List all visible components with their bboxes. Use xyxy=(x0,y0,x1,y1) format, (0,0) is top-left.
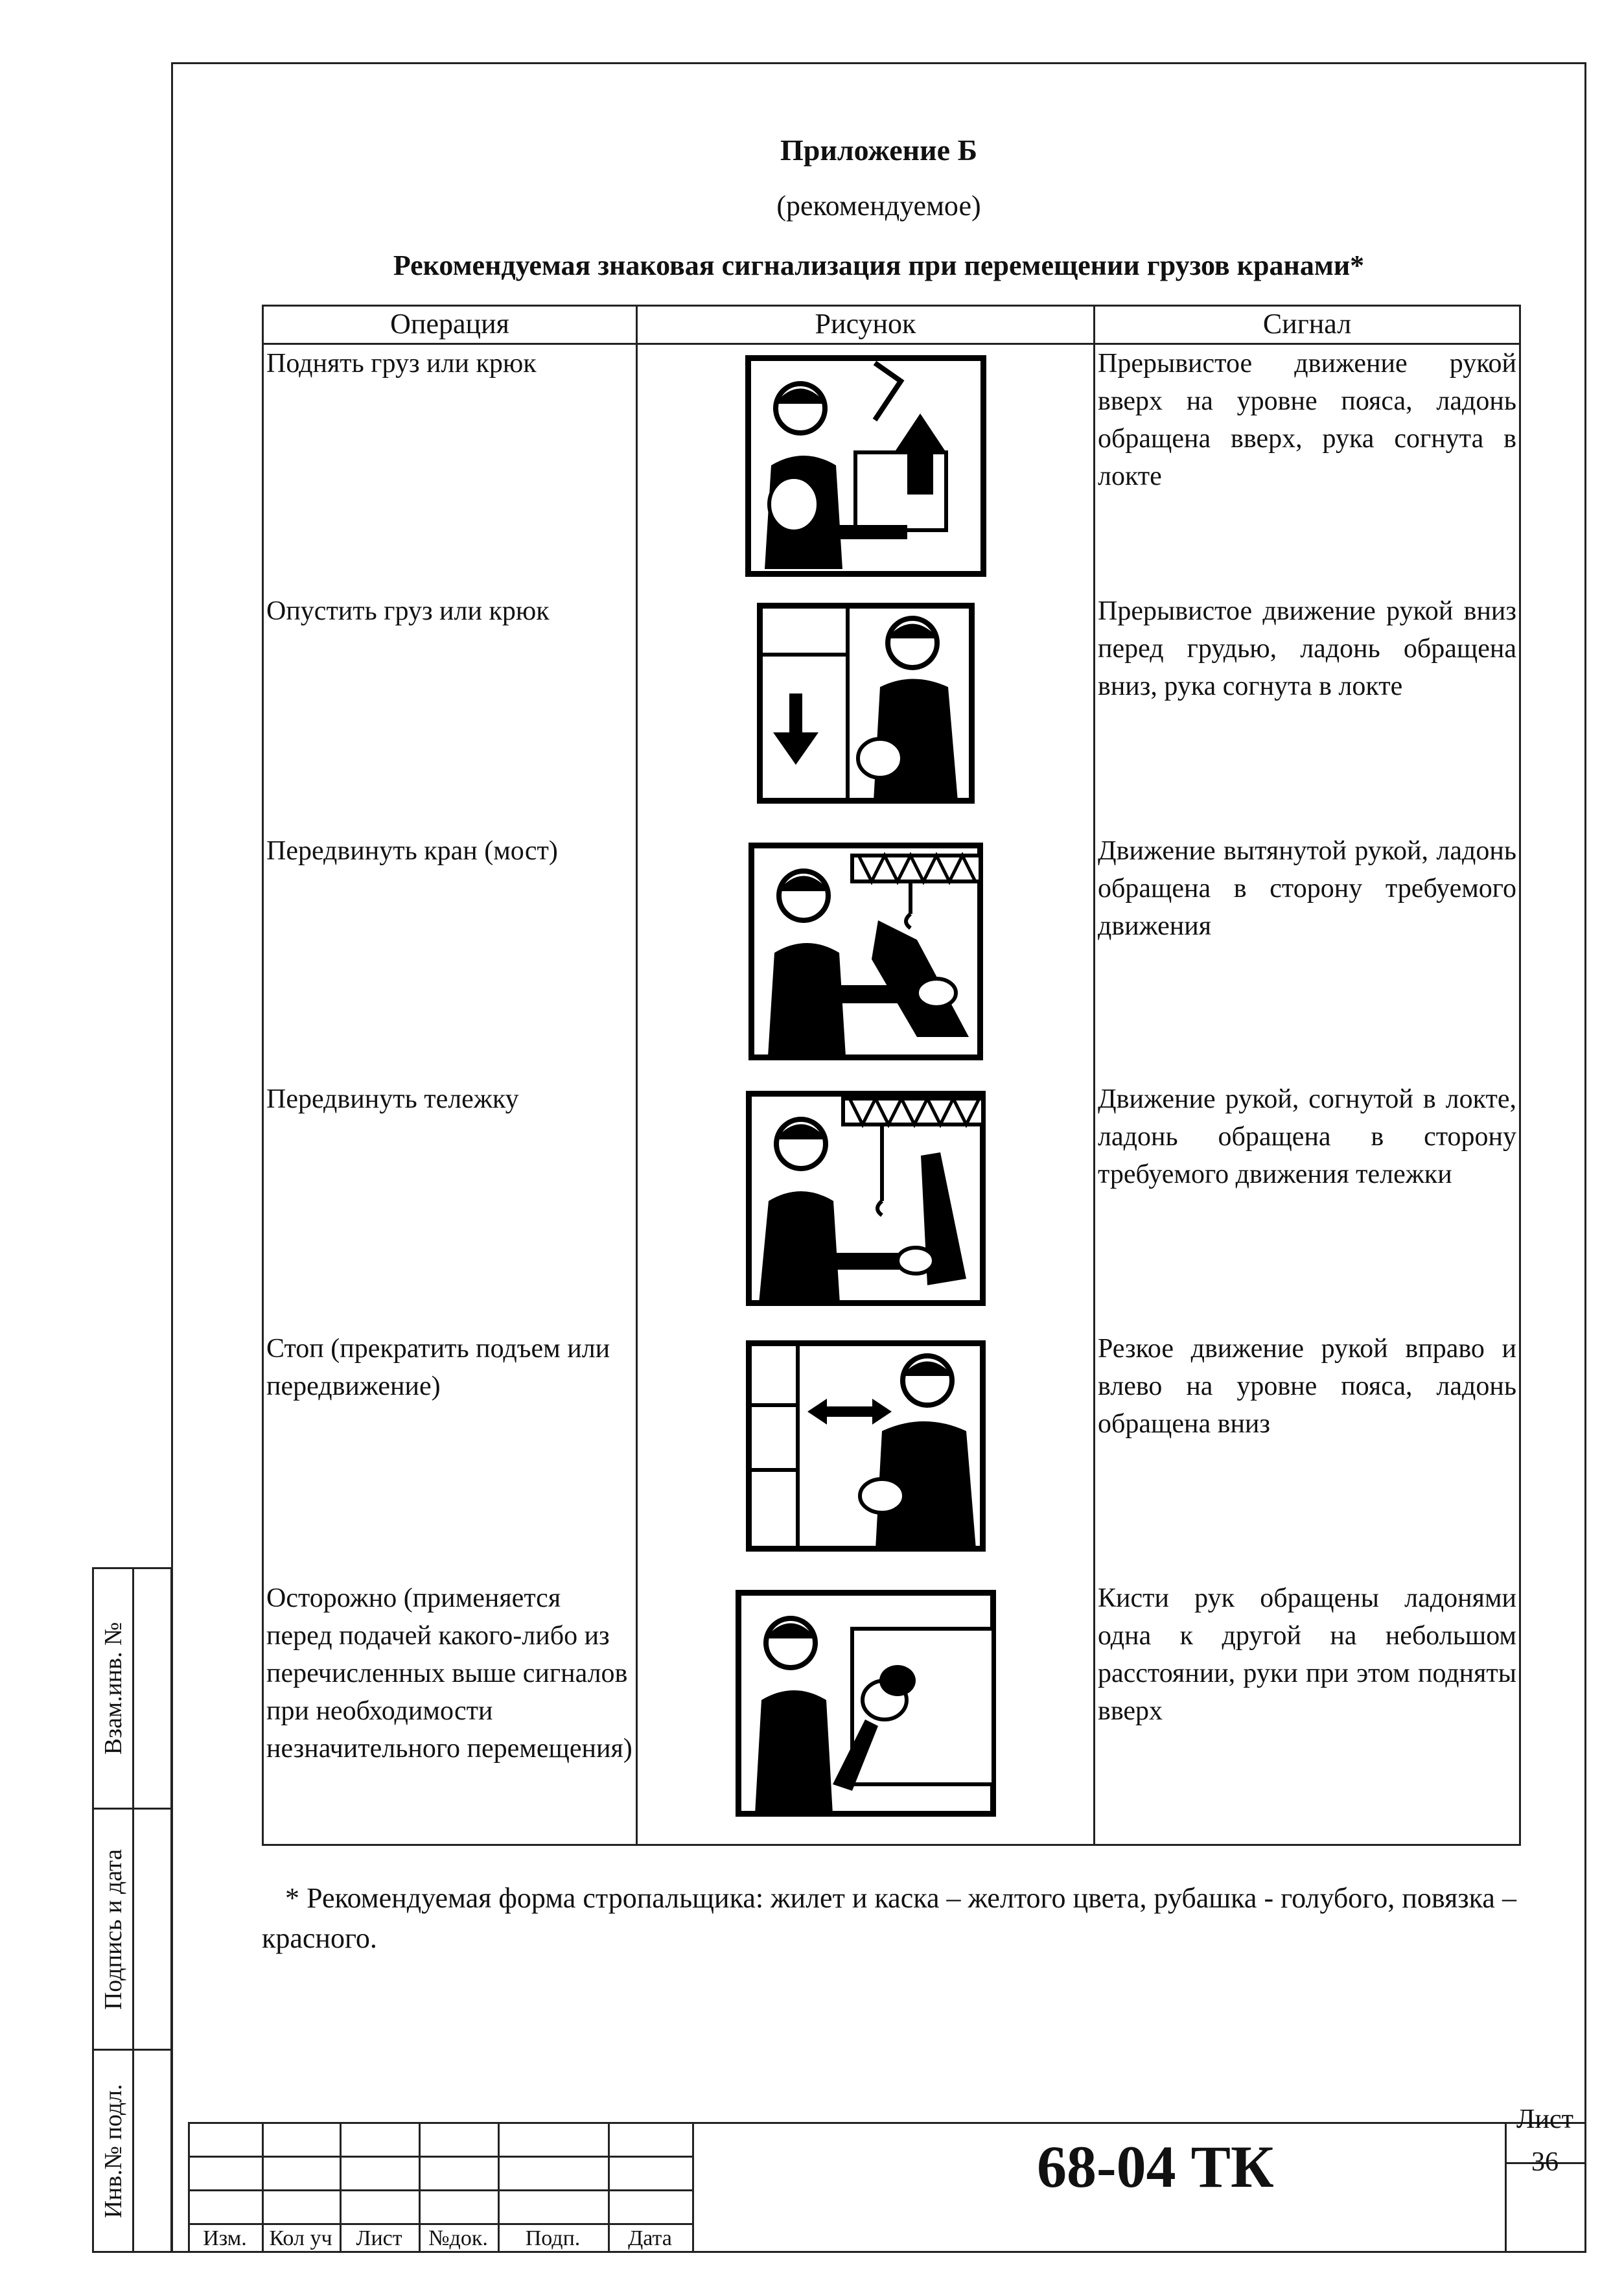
title-block-header: Подп. xyxy=(525,2226,581,2250)
column-header-picture: Рисунок xyxy=(637,306,1095,344)
move-trolley-icon xyxy=(746,1091,986,1306)
side-stamp-label: Подпись и дата xyxy=(99,1848,127,2010)
move-crane-icon xyxy=(748,843,983,1060)
picture-cell xyxy=(637,832,1095,1080)
side-stamp-signature-date xyxy=(92,1808,172,2051)
signal-cell: Кисти рук обращены ладонями одна к другой на небольшом расстоянии, руки при этом подняты вверх xyxy=(1095,1579,1520,1845)
sheet-label: Лист xyxy=(1516,2104,1573,2134)
appendix-title: Приложение Б xyxy=(780,134,978,167)
caution-icon xyxy=(736,1590,996,1817)
raise-load-icon xyxy=(745,355,986,577)
signal-cell: Прерывистое движение рукой вверх на уровне пояса, ладонь обращена вверх, рука согнута в локте xyxy=(1095,344,1520,593)
signal-cell: Движение вытянутой рукой, ладонь обращена в сторону требуемого движения xyxy=(1095,832,1520,1080)
picture-cell xyxy=(637,1330,1095,1579)
operation-cell: Осторожно (применяется перед подачей какого-либо из перечисленных выше сигналов при необходимости незначительного перемещения) xyxy=(263,1579,637,1845)
title-block-header: Кол уч xyxy=(269,2226,332,2250)
side-stamp-original-inv xyxy=(92,2049,172,2253)
title-block-header: Лист xyxy=(356,2226,402,2250)
column-header-operation: Операция xyxy=(263,306,637,344)
signal-cell: Резкое движение рукой вправо и влево на уровне пояса, ладонь обращена вниз xyxy=(1095,1330,1520,1579)
operation-cell: Поднять груз или крюк xyxy=(263,344,637,593)
table-row xyxy=(263,592,1520,832)
table-row xyxy=(263,1330,1520,1579)
side-stamp-replaced-inv xyxy=(92,1567,172,1810)
side-stamp-label: Инв.№ подл. xyxy=(99,2083,127,2219)
table-row xyxy=(263,832,1520,1080)
title-block-header: №док. xyxy=(428,2226,488,2250)
picture-cell xyxy=(637,1579,1095,1845)
picture-cell xyxy=(637,344,1095,593)
document-title: Рекомендуемая знаковая сигнализация при перемещении грузов кранами* xyxy=(393,250,1365,281)
operation-cell: Опустить груз или крюк xyxy=(263,592,637,832)
side-stamp-label: Взам.инв. № xyxy=(99,1622,127,1755)
title-block-header: Дата xyxy=(628,2226,672,2250)
picture-cell xyxy=(637,1080,1095,1330)
signal-cell: Движение рукой, согнутой в локте, ладонь обращена в сторону требуемого движения тележки xyxy=(1095,1080,1520,1330)
document-code: 68-04 ТК xyxy=(1037,2134,1274,2200)
table-row xyxy=(263,1579,1520,1845)
appendix-subtitle: (рекомендуемое) xyxy=(776,190,981,222)
lower-load-icon xyxy=(757,603,975,804)
signals-table xyxy=(262,305,1521,1846)
stop-icon xyxy=(746,1340,986,1552)
table-row xyxy=(263,1080,1520,1330)
table-header-row xyxy=(263,306,1520,344)
signal-cell: Прерывистое движение рукой вниз перед грудью, ладонь обращена вниз, рука согнута в локте xyxy=(1095,592,1520,832)
table-row xyxy=(263,344,1520,593)
operation-cell: Передвинуть кран (мост) xyxy=(263,832,637,1080)
footnote: * Рекомендуемая форма стропальщика: жилет и каска – желтого цвета, рубашка - голубого, повязка – красного. xyxy=(262,1882,1516,1954)
column-header-signal: Сигнал xyxy=(1095,306,1520,344)
picture-cell xyxy=(637,592,1095,832)
operation-cell: Стоп (прекратить подъем или передвижение) xyxy=(263,1330,637,1579)
title-block-header: Изм. xyxy=(203,2226,247,2250)
sheet-number: 36 xyxy=(1531,2147,1559,2177)
operation-cell: Передвинуть тележку xyxy=(263,1080,637,1330)
